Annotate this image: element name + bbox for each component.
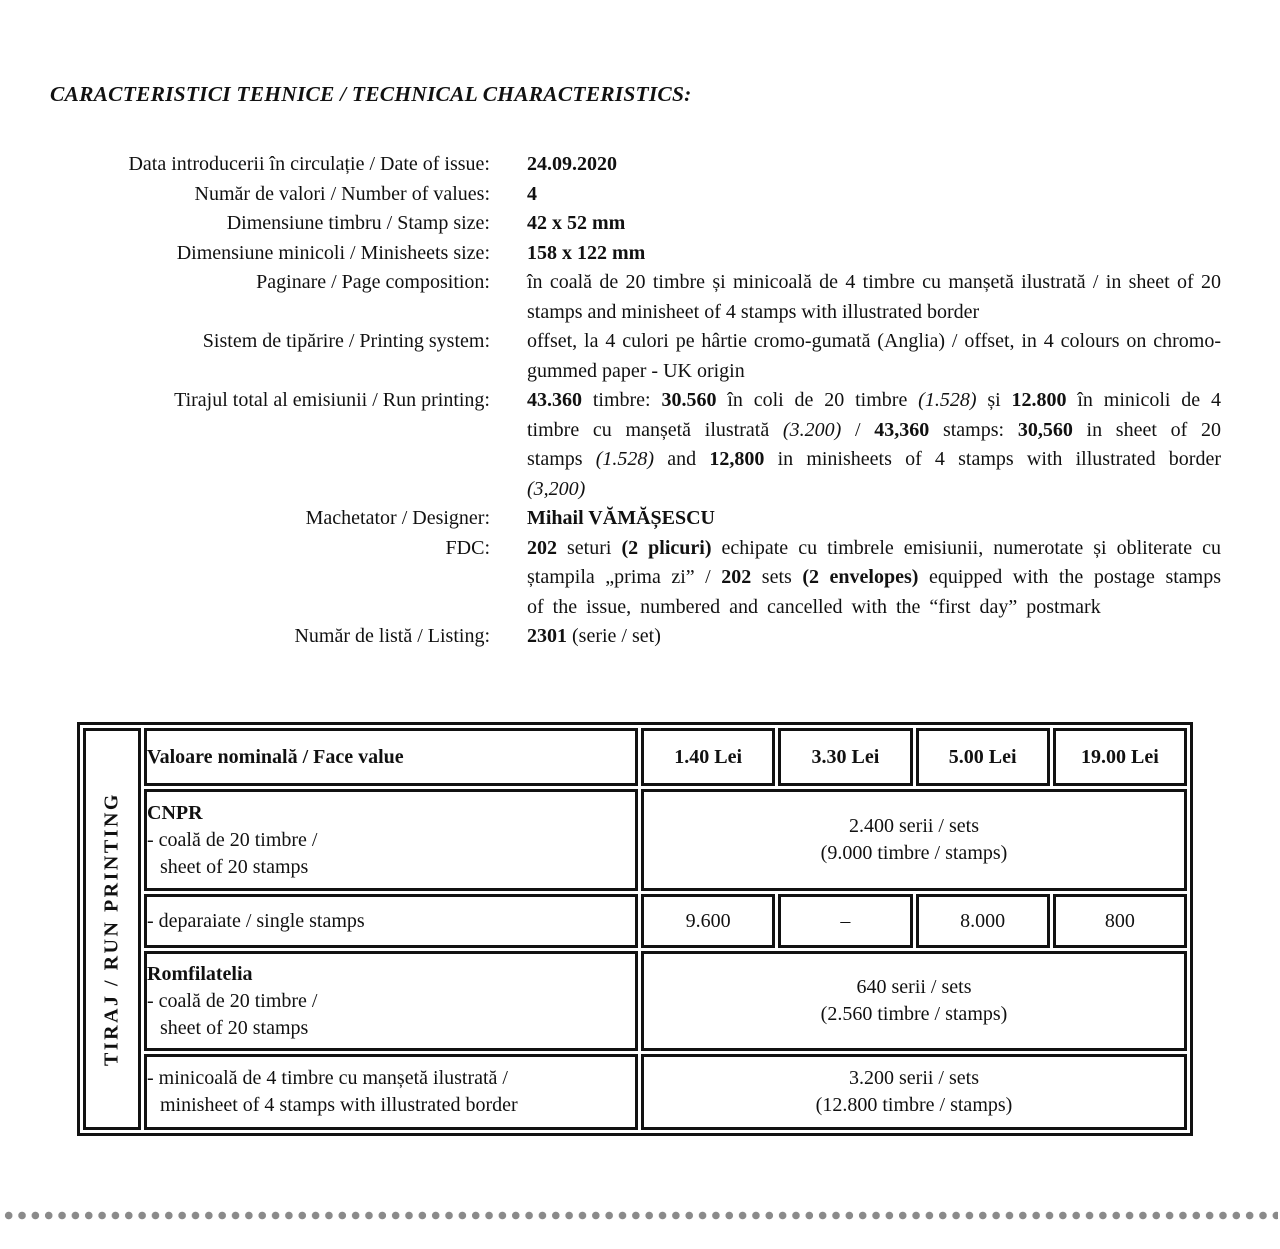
single-stamps-label-cell: - deparaiate / single stamps [144, 894, 638, 948]
face-value-5.00: 5.00 Lei [916, 728, 1050, 786]
face-value-header-cell: Valoare nominală / Face value [144, 728, 638, 786]
face-value-3.30: 3.30 Lei [778, 728, 912, 786]
info-value-minisheets-size: 158 x 122 mm [527, 241, 646, 264]
single-stamps-19.00-cell: 800 [1053, 894, 1187, 948]
cnpr-title: CNPR [147, 801, 203, 824]
info-value-run-printing: 43.360 timbre: 30.560 în coli de 20 timbre (1.528) și 12.800 în minicoli de 4 timbre cu manșetă ilustrată (3.200) / 43,360 stamps: 30,560 in sheet of 20 stamps (1.528) and 12,800 in minisheets of 4 stamps with illustrated border (3,200) [527, 389, 1222, 500]
info-label-stamp-size: Dimensiune timbru / Stamp size: [226, 212, 490, 234]
single-stamps-1.40-cell: 9.600 [641, 894, 775, 948]
page-title: CARACTERISTICI TEHNICE / TECHNICAL CHARACTERISTICS: [50, 82, 692, 106]
info-value-listing: 2301 (serie / set) [527, 625, 661, 647]
minisheet-label-cell [144, 1054, 638, 1130]
info-value-number-of-values: 4 [527, 182, 537, 205]
run-printing-table [77, 722, 1193, 1136]
info-label-fdc: FDC: [445, 536, 490, 559]
technical-characteristics-list [45, 150, 1221, 652]
table-row-header [83, 728, 1187, 786]
single-stamps-5.00-cell: 8.000 [916, 894, 1050, 948]
romfilatelia-sheets-description: - coală de 20 timbre / sheet of 20 stamps [147, 989, 318, 1039]
run-printing-table-container [77, 722, 1193, 1136]
romfilatelia-title: Romfilatelia [147, 962, 253, 985]
table-row-cnpr-sheets [83, 789, 1187, 891]
info-label-date-of-issue: Data introducerii în circulație / Date of issue: [128, 153, 490, 175]
vertical-axis-label: TIRAJ / RUN PRINTING [100, 792, 123, 1066]
info-label-listing: Număr de listă / Listing: [294, 625, 490, 647]
cnpr-sheets-quantity-cell: 2.400 serii / sets (9.000 timbre / stamps) [641, 789, 1187, 891]
romfilatelia-sheets-quantity-cell: 640 serii / sets (2.560 timbre / stamps) [641, 951, 1187, 1051]
info-value-printing-system: offset, la 4 culori pe hârtie cromo-gumată (Anglia) / offset, in 4 colours on chromo-gummed paper - UK origin [527, 330, 1221, 382]
cnpr-sheets-description: - coală de 20 timbre / sheet of 20 stamps [147, 828, 318, 878]
info-value-fdc: 202 seturi (2 plicuri) echipate cu timbrele emisiunii, numerotate și obliterate cu ștampila „prima zi” / 202 sets (2 envelopes) equipped with the postage stamps of the issue, numbered and cancelled with the “first day” postmark [527, 536, 1222, 618]
table-row-romfilatelia-sheets [83, 951, 1187, 1051]
info-value-page-composition: în coală de 20 timbre și minicoală de 4 timbre cu manșetă ilustrată / in sheet of 20 stamps and minisheet of 4 stamps with illustrated border [527, 271, 1221, 323]
table-corner-cell [83, 728, 141, 1130]
info-label-printing-system: Sistem de tipărire / Printing system: [202, 330, 490, 352]
face-value-19.00: 19.00 Lei [1053, 728, 1187, 786]
minisheet-description: - minicoală de 4 timbre cu manșetă ilustrată / minisheet of 4 stamps with illustrated border [147, 1067, 518, 1116]
face-value-1.40: 1.40 Lei [641, 728, 775, 786]
dotted-divider [2, 1211, 1278, 1220]
minisheet-quantity-cell: 3.200 serii / sets (12.800 timbre / stamps) [641, 1054, 1187, 1130]
single-stamps-3.30-cell: – [778, 894, 912, 948]
info-value-stamp-size: 42 x 52 mm [527, 212, 626, 234]
info-label-designer: Machetator / Designer: [305, 507, 490, 529]
romfilatelia-sheets-label-cell [144, 951, 638, 1051]
info-label-number-of-values: Număr de valori / Number of values: [194, 182, 490, 205]
info-value-designer: Mihail VĂMĂȘESCU [527, 507, 715, 529]
info-value-date-of-issue: 24.09.2020 [527, 153, 617, 175]
info-label-minisheets-size: Dimensiune minicoli / Minisheets size: [176, 241, 490, 264]
cnpr-sheets-label-cell [144, 789, 638, 891]
info-label-run-printing: Tirajul total al emisiunii / Run printing: [174, 389, 490, 411]
table-row-single-stamps [83, 894, 1187, 948]
info-label-page-composition: Paginare / Page composition: [256, 271, 490, 293]
table-row-minisheet [83, 1054, 1187, 1130]
